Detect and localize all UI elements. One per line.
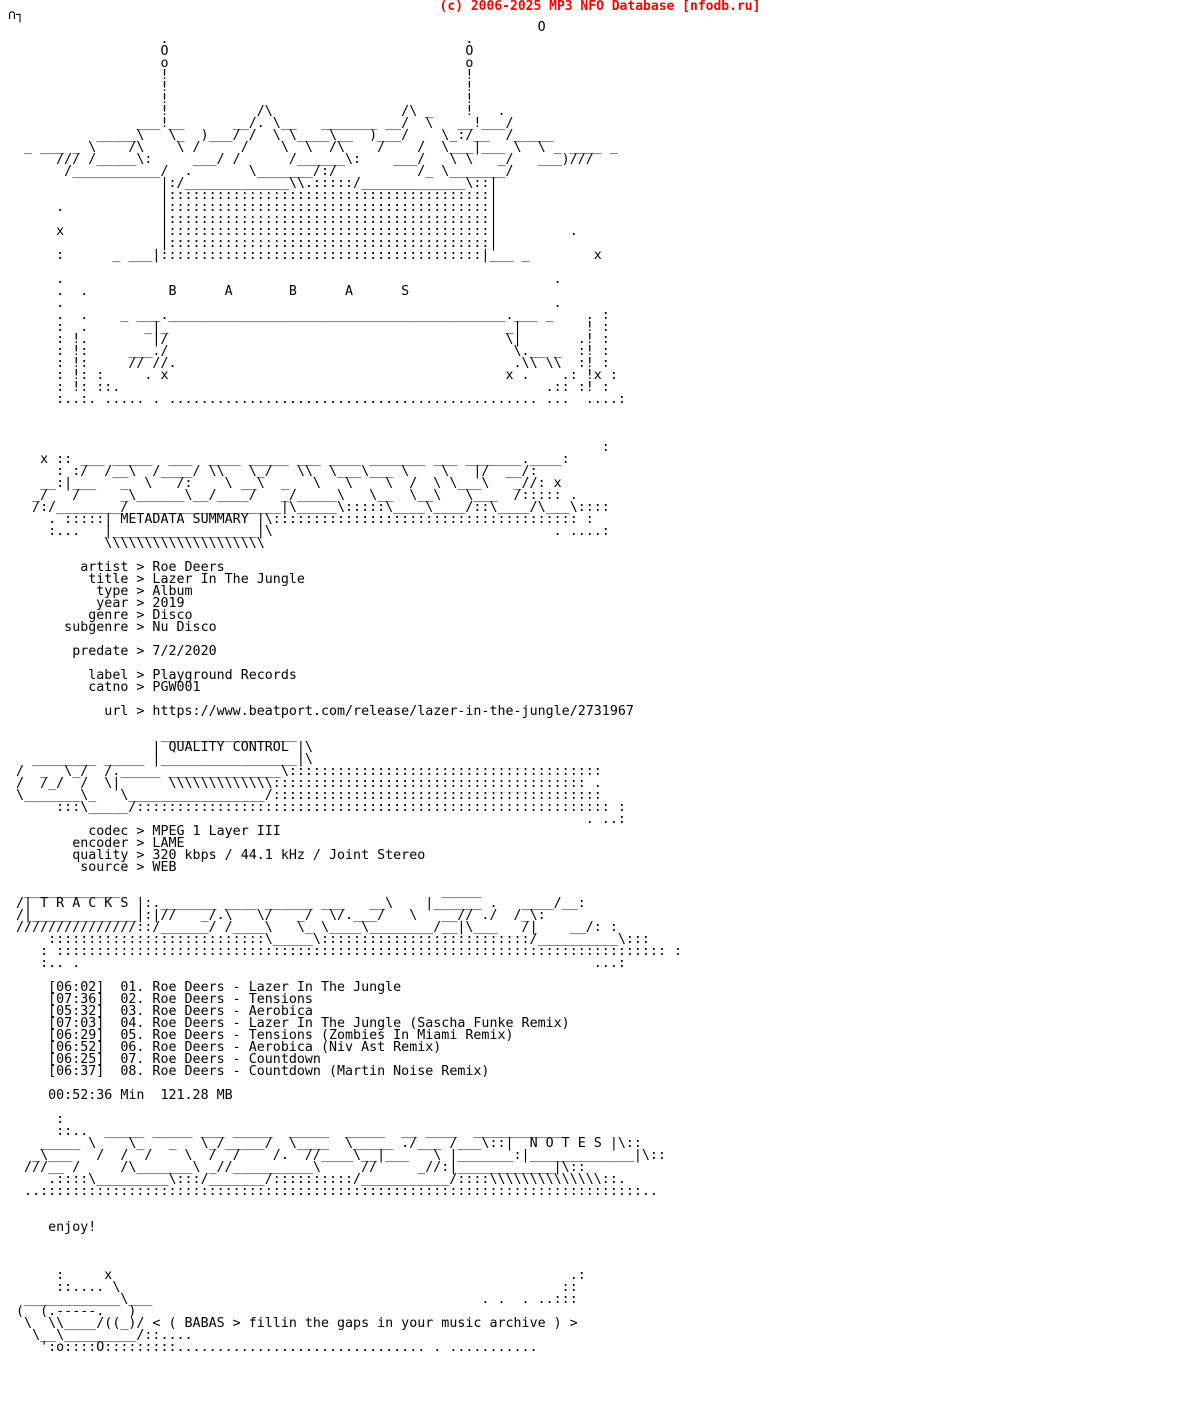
- nfo-ascii-document: [8, 10, 682, 1354]
- nfo-line: ///__ / /\_______\ _//__________\ // _//:|____________|\::: [8, 1160, 586, 1175]
- nfo-line: : _ ___|::::::::::::::::::::::::::::::::::::::::|___ _ x: [8, 248, 602, 263]
- nfo-line: predate > 7/2/2020: [8, 644, 217, 659]
- nfo-line: ∩┐: [8, 8, 25, 23]
- nfo-line: ____________ _____: [8, 884, 482, 899]
- nfo-line: /:/________/ ________________|\_____\:::::\____\____/::\____/\___\::::: [8, 500, 610, 515]
- nfo-line: . .: [8, 272, 562, 287]
- nfodb-credit: (c) 2006-2025 MP3 NFO Database [nfodb.ru]: [439, 0, 761, 14]
- nfo-line: : !: ::. .:: :! :: [8, 380, 610, 395]
- nfo-line: . :::::| METADATA SUMMARY |\:::::::::::::::::::::::::::::::::::::: :: [8, 512, 594, 527]
- nfo-line: o o: [8, 56, 474, 71]
- nfo-line: : !: // //. .\\ \\ :! :: [8, 356, 610, 371]
- nfo-line: ! !: [8, 68, 474, 83]
- nfo-line: subgenre > Nu Disco: [8, 620, 217, 635]
- nfo-line: ':o::::O:::::::::............................... . ...........: [8, 1340, 538, 1355]
- nfo-line: ..:::::::::::::::::::::::::::::::::::::::::::::::::::::::::::::::::::::::::::..: [8, 1184, 658, 1199]
- nfo-line: /// /_____\: ___/ / /______\: ___/ \ \ _/ ___)///: [8, 152, 594, 167]
- nfo-line: O O: [8, 44, 474, 59]
- nfo-line: encoder > LAME: [8, 836, 185, 851]
- nfo-line: |::::::::::::::::::::::::::::::::::::::::|: [8, 212, 498, 227]
- nfo-line: : x .:: [8, 1268, 586, 1283]
- nfo-line: codec > MPEG 1 Layer III: [8, 824, 281, 839]
- nfo-line: 00:52:36 Min 121.28 MB: [8, 1088, 233, 1103]
- nfo-line: _____\ \_ )___/ / \ \____\__ )___/ \_:/__ /_____: [8, 128, 554, 143]
- nfo-line: [06:29] 05. Roe Deers - Tensions (Zombies In Miami Remix): [8, 1028, 514, 1043]
- nfo-line: [06:37] 08. Roe Deers - Countdown (Martin Noise Remix): [8, 1064, 490, 1079]
- nfo-line: _\___ / / / \ / / /. //____\__|___ \ |_______:|_____________|\::: [8, 1148, 666, 1163]
- nfo-line: ___!__ __/. \__ _______ __/ \ __!___/: [8, 116, 514, 131]
- nfo-line: \__\_________/::....: [8, 1328, 193, 1343]
- nfo-line: [05:32] 03. Roe Deers - Aerobica: [8, 1004, 313, 1019]
- nfo-line: genre > Disco: [8, 608, 193, 623]
- nfo-line: :::::::::::::::::::::::::::\_____\::::::::::::::::::::::::::/__________\:::: [8, 932, 650, 947]
- nfo-line: source > WEB: [8, 860, 177, 875]
- nfo-line: /___________/ . \_______/:/ /_ \_______/: [8, 164, 514, 179]
- nfo-line: x |::::::::::::::::::::::::::::::::::::::::| .: [8, 224, 578, 239]
- nfo-line: \_______\_ \_________________/:::::::::::::::::::::::::::::::::::::::::: [8, 788, 610, 803]
- nfo-line: O: [8, 20, 546, 35]
- nfo-line: __:|___ _ \ /: \ __\ _ \ \ \ / \ \___\ _//: x: [8, 476, 562, 491]
- nfo-line: :.. . ...:: [8, 956, 626, 971]
- nfo-line: :... |__________________|\ . ....:: [8, 524, 610, 539]
- nfo-line: ::.... \ ::: [8, 1280, 578, 1295]
- nfo-line: . ..:: [8, 812, 626, 827]
- nfo-line: / /_/ / \| \\\\\\\\\\\\\::::::::::::::::::::::::::::::::::::::: .: [8, 776, 602, 791]
- nfo-line: |::::::::::::::::::::::::::::::::::::::::|: [8, 188, 498, 203]
- nfo-line: |:/_____________\\.:::::/_____________\::|: [8, 176, 498, 191]
- nfo-line: . .: [8, 296, 562, 311]
- nfo-line: : !. |/ \| .! :: [8, 332, 610, 347]
- nfo-line: [06:25] 07. Roe Deers - Countdown: [8, 1052, 321, 1067]
- nfo-line: ! /\ /\ _ ! .: [8, 104, 506, 119]
- nfo-line: title > Lazer In The Jungle: [8, 572, 305, 587]
- nfo-line: ____________\___ . . . ..:::: [8, 1292, 578, 1307]
- nfo-line: year > 2019: [8, 596, 185, 611]
- nfo-line: \\\\\\\\\\\\\\\\\\\\: [8, 536, 265, 551]
- nfo-line: ::.. _____ _____ ___ _____ _____ _____ __ ____ ___________: [8, 1124, 562, 1139]
- nfo-line: quality > 320 kbps / 44.1 kHz / Joint Stereo: [8, 848, 426, 863]
- nfo-line: ! !: [8, 92, 474, 107]
- nfo-line: catno > PGW001: [8, 680, 201, 695]
- nfo-line: enjoy!: [8, 1220, 97, 1235]
- nfo-line: . .: [8, 32, 474, 47]
- nfo-line: / _ \_/ /._____ ______________\:::::::::::::::::::::::::::::::::::::::: [8, 764, 602, 779]
- nfo-line: /|_____________|:|// _/.\ \/ _/ \/.___/ \ __// ./ /_\:: [8, 908, 546, 923]
- nfo-line: [06:52] 06. Roe Deers - Aerobica (Niv Ast Remix): [8, 1040, 442, 1055]
- nfo-line: _____ \ \_ _ \_/_____/ \____ \_____ ./___ /___\::| N O T E S |\::: [8, 1136, 642, 1151]
- nfo-line: [07:03] 04. Roe Deers - Lazer In The Jungle (Sascha Funke Remix): [8, 1016, 570, 1031]
- nfo-line: |::::::::::::::::::::::::::::::::::::::::|: [8, 236, 498, 251]
- nfo-line: : :/ /__\ /____/ \\ \_/ \\ \___\___ \ \ |/ __/:: [8, 464, 538, 479]
- nfo-line: : !: ___./ \.__ _ :! :: [8, 344, 610, 359]
- nfo-line: ( (.-----. ): [8, 1304, 137, 1319]
- nfo-line: : . _|_ _| ! :: [8, 320, 610, 335]
- nfo-line: ///////////////::/______/ /____\ \_ \____\________/__|\___ /| __/: :: [8, 920, 618, 935]
- nfo-line: [07:36] 02. Roe Deers - Tensions: [8, 992, 313, 1007]
- nfo-line: . . _ ___.__________________________________________.___ _ . :: [8, 308, 610, 323]
- nfo-line: :: [8, 1112, 65, 1127]
- nfo-line: url > https://www.beatport.com/release/lazer-in-the-jungle/2731967: [8, 704, 634, 719]
- nfo-line: ________ _____ |_________________|\: [8, 752, 313, 767]
- nfo-line: : !: : . x x . .: !x :: [8, 368, 618, 383]
- nfo-line: .::::\_________\:::/_______/::::::::::/___________/::::\\\\\\\\\\\\\\::.: [8, 1172, 626, 1187]
- nfo-line: _/ / _\______\__/____/ _/_____\ \__ \__\ \___ /::::: .: [8, 488, 578, 503]
- nfo-line: _ ___ _ \ /\ \ / / \ \ /\ / / \___|___ \ \ _ ____ _: [8, 140, 618, 155]
- nfo-line: _________________: [8, 728, 297, 743]
- nfo-line: x :: ___ _____ ___ ____ _____ ___ ____ _______ ___ _______.____:: [8, 452, 570, 467]
- nfo-line: label > Playground Records: [8, 668, 297, 683]
- nfo-line: . . B A B A S: [8, 284, 410, 299]
- nfo-line: ! !: [8, 80, 474, 95]
- nfo-line: artist > Roe Deers: [8, 560, 225, 575]
- nfo-line: [06:02] 01. Roe Deers - Lazer In The Jungle: [8, 980, 402, 995]
- nfo-line: type > Album: [8, 584, 193, 599]
- nfo-line: /| T R A C K S |:._______ ____ ______ ___ __\ |______ . ____/__:: [8, 896, 586, 911]
- nfo-line: :: [8, 440, 610, 455]
- nfo-line: :::\_____/::::::::::::::::::::::::::::::::::::::::::::::::::::::::::: :: [8, 800, 626, 815]
- nfo-line: \ \\____/((_)/ < ( BABAS > fillin the gaps in your music archive ) >: [8, 1316, 578, 1331]
- nfo-line: | QUALITY CONTROL |\: [8, 740, 313, 755]
- nfo-line: . |::::::::::::::::::::::::::::::::::::::::|: [8, 200, 498, 215]
- nfo-line: : :::::::::::::::::::::::::::::::::::::::::::::::::::::::::::::::::::::::::::: :: [8, 944, 683, 959]
- nfo-line: :..:. ..... . .............................................. ... ....:: [8, 392, 626, 407]
